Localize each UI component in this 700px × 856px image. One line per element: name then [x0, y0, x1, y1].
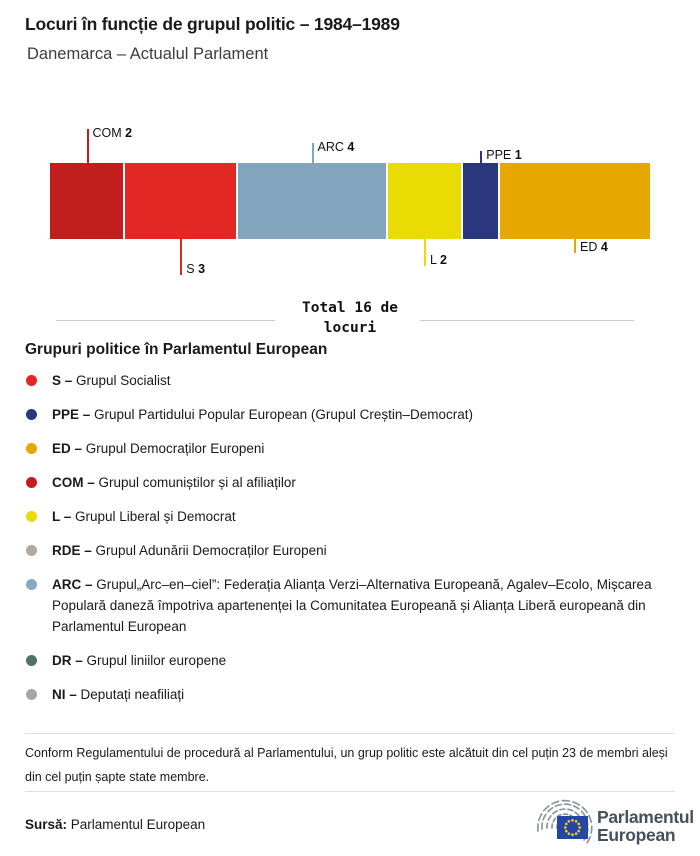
legend-label-com: COM – Grupul comuniștilor și al afiliaților — [52, 475, 296, 490]
legend-list — [25, 370, 677, 718]
legend-label-s: S – Grupul Socialist — [52, 373, 171, 388]
footnote-text: Conform Regulamentului de procedură al Parlamentului, un grup politic este alcătuit din cel puțin 23 de membri aleși din cel puțin șapte state membre. — [25, 746, 668, 784]
logo-text-line2: European — [597, 825, 676, 845]
bar-segment-s — [125, 163, 238, 239]
legend-dot-l — [26, 511, 37, 522]
legend-item-ed — [25, 438, 677, 459]
bar-segment-ed — [500, 163, 650, 239]
legend-item-rde — [25, 540, 677, 561]
legend-dot-com — [26, 477, 37, 488]
source-line — [25, 817, 205, 832]
source-value: Parlamentul European — [70, 817, 206, 832]
total-divider-right — [420, 320, 634, 321]
source-label: Sursă: — [25, 817, 68, 832]
callout-label-arc: ARC 4 — [317, 140, 355, 154]
legend-item-s — [25, 370, 677, 391]
legend-label-ni: NI – Deputați neafiliați — [52, 687, 185, 702]
footnote-divider-top — [25, 733, 675, 734]
legend-heading: Grupuri politice în Parlamentul European — [25, 341, 328, 358]
legend-item-com — [25, 472, 677, 493]
legend-label-rde: RDE – Grupul Adunării Democraților Europeni — [52, 543, 327, 558]
footnote-divider-bottom — [25, 791, 675, 792]
callout-label-l: L 2 — [430, 253, 447, 267]
bar-segment-l — [388, 163, 463, 239]
callout-line-ppe — [480, 151, 482, 163]
logo-text-line1: Parlamentul — [597, 807, 694, 827]
legend-dot-dr — [26, 655, 37, 666]
legend-item-arc — [25, 574, 677, 637]
stacked-bar — [50, 163, 650, 239]
callout-line-ed — [574, 239, 576, 253]
legend-item-ppe — [25, 404, 677, 425]
legend-label-arc: ARC – Grupul„Arc–en–ciel”: Federația Alianța Verzi–Alternativa Europeană, Agalev–Ecolo, Mișcarea Populară daneză împotriva apartenenței la Comunitatea Europeană și Alianța Liberă europeană din Parlamentul European — [52, 577, 652, 634]
legend-label-l: L – Grupul Liberal și Democrat — [52, 509, 236, 524]
total-divider-left — [56, 320, 275, 321]
callout-line-s — [180, 239, 182, 275]
callout-line-com — [87, 129, 89, 163]
bar-segment-ppe — [463, 163, 501, 239]
legend-dot-arc — [26, 579, 37, 590]
ep-hemicycle-icon — [513, 795, 695, 849]
legend-item-dr — [25, 650, 677, 671]
legend-dot-ed — [26, 443, 37, 454]
total-seats-label: Total 16 de locuri — [301, 300, 399, 336]
callout-label-ppe: PPE 1 — [486, 148, 522, 162]
callout-label-s: S 3 — [186, 262, 206, 276]
legend-dot-ni — [26, 689, 37, 700]
european-parliament-logo — [513, 795, 695, 854]
callout-line-l — [424, 239, 426, 266]
legend-label-ppe: PPE – Grupul Partidului Popular European (Grupul Creștin–Democrat) — [52, 407, 473, 422]
legend-label-dr: DR – Grupul liniilor europene — [52, 653, 227, 668]
bar-segment-com — [50, 163, 125, 239]
legend-label-ed: ED – Grupul Democraților Europeni — [52, 441, 265, 456]
legend-item-l — [25, 506, 677, 527]
callout-label-com: COM 2 — [92, 126, 133, 140]
legend-item-ni — [25, 684, 677, 705]
callout-line-arc — [312, 143, 314, 163]
legend-dot-ppe — [26, 409, 37, 420]
bar-segment-arc — [238, 163, 388, 239]
legend-dot-rde — [26, 545, 37, 556]
callout-label-ed: ED 4 — [580, 240, 608, 254]
page-title: Locuri în funcție de grupul politic – 1984–1989 — [25, 14, 400, 34]
page-subtitle: Danemarca – Actualul Parlament — [27, 45, 269, 63]
legend-dot-s — [26, 375, 37, 386]
